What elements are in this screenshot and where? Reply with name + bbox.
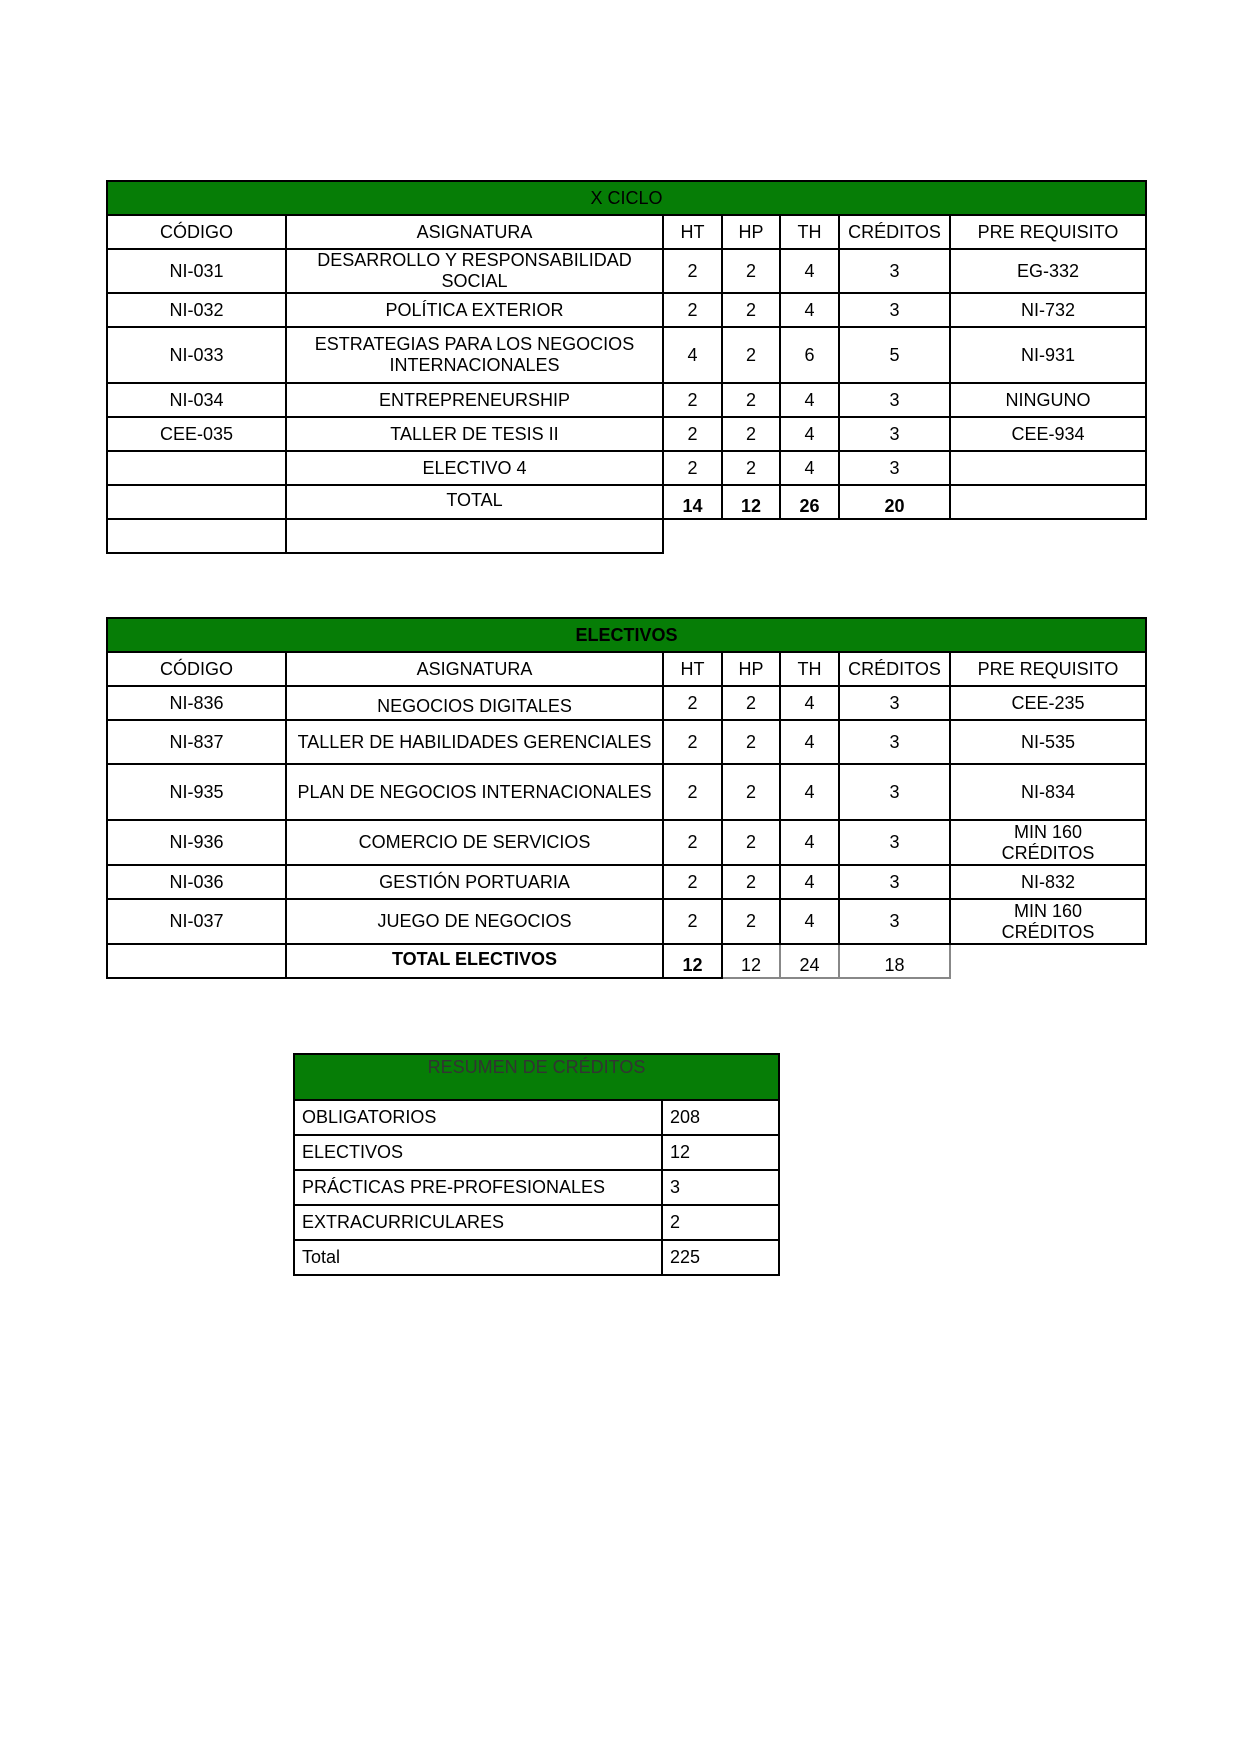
cell-prerequisito: EG-332	[950, 249, 1146, 293]
cell-prerequisito: CEE-235	[950, 686, 1146, 720]
cell-creditos: 3	[839, 451, 950, 485]
resumen-label: PRÁCTICAS PRE-PROFESIONALES	[294, 1170, 662, 1205]
total-hp: 12	[722, 944, 780, 978]
empty-cell	[107, 519, 286, 553]
cell-th: 4	[780, 899, 839, 944]
cell-ht: 2	[663, 451, 722, 485]
cell-asignatura: POLÍTICA EXTERIOR	[286, 293, 663, 327]
table-row	[107, 417, 1146, 451]
total-row	[107, 944, 1146, 978]
cell-hp: 2	[722, 451, 780, 485]
cell-creditos: 3	[839, 865, 950, 899]
cell-codigo: NI-036	[107, 865, 286, 899]
col-header-codigo: CÓDIGO	[107, 652, 286, 686]
table-row	[107, 293, 1146, 327]
cell-ht: 4	[663, 327, 722, 383]
col-header-prerequisito: PRE REQUISITO	[950, 215, 1146, 249]
blank-cell	[950, 944, 1146, 978]
col-header-creditos: CRÉDITOS	[839, 215, 950, 249]
col-header-ht: HT	[663, 215, 722, 249]
cell-codigo: NI-033	[107, 327, 286, 383]
cell-th: 4	[780, 764, 839, 820]
table-row	[294, 1240, 779, 1275]
blank-cell	[663, 519, 722, 553]
resumen-value: 3	[662, 1170, 779, 1205]
col-header-hp: HP	[722, 215, 780, 249]
cell-prerequisito: NI-732	[950, 293, 1146, 327]
cell-th: 4	[780, 417, 839, 451]
cell-ht: 2	[663, 417, 722, 451]
resumen-title: RESUMEN DE CRÉDITOS	[294, 1054, 779, 1100]
col-header-asignatura: ASIGNATURA	[286, 215, 663, 249]
cell-prerequisito: NI-931	[950, 327, 1146, 383]
cell-hp: 2	[722, 820, 780, 865]
cell-prerequisito	[950, 451, 1146, 485]
cell-hp: 2	[722, 686, 780, 720]
cell-codigo: NI-837	[107, 720, 286, 764]
cell-ht: 2	[663, 764, 722, 820]
total-hp: 12	[722, 485, 780, 519]
total-th: 24	[780, 944, 839, 978]
electivos-title: ELECTIVOS	[107, 618, 1146, 652]
cell-prerequisito: MIN 160 CRÉDITOS	[950, 820, 1146, 865]
total-ht: 14	[663, 485, 722, 519]
blank-cell	[722, 519, 780, 553]
col-header-hp: HP	[722, 652, 780, 686]
total-creditos: 20	[839, 485, 950, 519]
blank-cell	[780, 519, 839, 553]
cell-th: 4	[780, 686, 839, 720]
resumen-value: 2	[662, 1205, 779, 1240]
cell-codigo: NI-034	[107, 383, 286, 417]
blank-cell	[839, 519, 950, 553]
cell-th: 4	[780, 451, 839, 485]
col-header-th: TH	[780, 215, 839, 249]
cell-prerequisito: NI-535	[950, 720, 1146, 764]
cell-prerequisito: MIN 160 CRÉDITOS	[950, 899, 1146, 944]
total-creditos: 18	[839, 944, 950, 978]
col-header-asignatura: ASIGNATURA	[286, 652, 663, 686]
empty-cell	[286, 519, 663, 553]
cell-creditos: 3	[839, 383, 950, 417]
cell-hp: 2	[722, 865, 780, 899]
cell-ht: 2	[663, 720, 722, 764]
cell-codigo: NI-032	[107, 293, 286, 327]
col-header-ht: HT	[663, 652, 722, 686]
cell-prerequisito: CEE-934	[950, 417, 1146, 451]
cell-th: 6	[780, 327, 839, 383]
empty-row	[107, 519, 1146, 553]
total-row	[107, 485, 1146, 519]
cell-codigo: NI-031	[107, 249, 286, 293]
cell-hp: 2	[722, 720, 780, 764]
cell-ht: 2	[663, 899, 722, 944]
cell-asignatura: JUEGO DE NEGOCIOS	[286, 899, 663, 944]
cell-ht: 2	[663, 293, 722, 327]
cell-hp: 2	[722, 899, 780, 944]
cell-asignatura: ELECTIVO 4	[286, 451, 663, 485]
cell-creditos: 3	[839, 764, 950, 820]
col-header-creditos: CRÉDITOS	[839, 652, 950, 686]
cell-creditos: 3	[839, 293, 950, 327]
resumen-value: 225	[662, 1240, 779, 1275]
table-row	[107, 764, 1146, 820]
cell-ht: 2	[663, 686, 722, 720]
table-row	[107, 899, 1146, 944]
resumen-label: OBLIGATORIOS	[294, 1100, 662, 1135]
table-row	[294, 1205, 779, 1240]
table-row	[107, 720, 1146, 764]
cell-hp: 2	[722, 417, 780, 451]
cell-ht: 2	[663, 249, 722, 293]
cell-asignatura: TALLER DE HABILIDADES GERENCIALES	[286, 720, 663, 764]
electivos-table	[106, 617, 1147, 979]
cell-asignatura: DESARROLLO Y RESPONSABILIDAD SOCIAL	[286, 249, 663, 293]
table-row	[107, 820, 1146, 865]
table-row	[107, 327, 1146, 383]
cell-creditos: 3	[839, 820, 950, 865]
cell-asignatura: TALLER DE TESIS II	[286, 417, 663, 451]
cell-codigo	[107, 451, 286, 485]
cell-prerequisito: NINGUNO	[950, 383, 1146, 417]
cell-hp: 2	[722, 293, 780, 327]
electivos-header-row	[107, 652, 1146, 686]
resumen-value: 208	[662, 1100, 779, 1135]
table-row	[107, 383, 1146, 417]
cell-creditos: 3	[839, 417, 950, 451]
cell-prerequisito: NI-832	[950, 865, 1146, 899]
table-row	[294, 1135, 779, 1170]
col-header-th: TH	[780, 652, 839, 686]
ciclo-title: X CICLO	[107, 181, 1146, 215]
cell-th: 4	[780, 293, 839, 327]
cell-ht: 2	[663, 383, 722, 417]
blank-cell	[950, 519, 1146, 553]
total-prerequisito-empty	[950, 485, 1146, 519]
cell-th: 4	[780, 820, 839, 865]
cell-th: 4	[780, 865, 839, 899]
cell-hp: 2	[722, 764, 780, 820]
cell-creditos: 3	[839, 899, 950, 944]
total-codigo-empty	[107, 944, 286, 978]
col-header-codigo: CÓDIGO	[107, 215, 286, 249]
table-row	[107, 865, 1146, 899]
cell-asignatura: ENTREPRENEURSHIP	[286, 383, 663, 417]
cell-codigo: NI-037	[107, 899, 286, 944]
cell-creditos: 3	[839, 720, 950, 764]
cell-asignatura: ESTRATEGIAS PARA LOS NEGOCIOS INTERNACIONALES	[286, 327, 663, 383]
cell-hp: 2	[722, 327, 780, 383]
cell-th: 4	[780, 249, 839, 293]
total-codigo-empty	[107, 485, 286, 519]
cell-prerequisito: NI-834	[950, 764, 1146, 820]
ciclo-header-row	[107, 215, 1146, 249]
cell-codigo: NI-936	[107, 820, 286, 865]
cell-hp: 2	[722, 383, 780, 417]
cell-codigo: CEE-035	[107, 417, 286, 451]
table-row	[294, 1100, 779, 1135]
resumen-label: ELECTIVOS	[294, 1135, 662, 1170]
cell-asignatura: GESTIÓN PORTUARIA	[286, 865, 663, 899]
cell-creditos: 3	[839, 686, 950, 720]
table-row	[107, 249, 1146, 293]
col-header-prerequisito: PRE REQUISITO	[950, 652, 1146, 686]
total-ht: 12	[663, 944, 722, 978]
cell-creditos: 5	[839, 327, 950, 383]
cell-ht: 2	[663, 820, 722, 865]
total-label: TOTAL ELECTIVOS	[286, 944, 663, 978]
cell-codigo: NI-836	[107, 686, 286, 720]
cell-asignatura: PLAN DE NEGOCIOS INTERNACIONALES	[286, 764, 663, 820]
total-th: 26	[780, 485, 839, 519]
table-row	[294, 1170, 779, 1205]
cell-asignatura: NEGOCIOS DIGITALES	[286, 686, 663, 720]
ciclo-table	[106, 180, 1147, 554]
resumen-label: Total	[294, 1240, 662, 1275]
cell-th: 4	[780, 720, 839, 764]
resumen-value: 12	[662, 1135, 779, 1170]
cell-ht: 2	[663, 865, 722, 899]
resumen-table	[293, 1053, 780, 1276]
total-label: TOTAL	[286, 485, 663, 519]
cell-asignatura: COMERCIO DE SERVICIOS	[286, 820, 663, 865]
cell-hp: 2	[722, 249, 780, 293]
cell-codigo: NI-935	[107, 764, 286, 820]
cell-th: 4	[780, 383, 839, 417]
resumen-label: EXTRACURRICULARES	[294, 1205, 662, 1240]
table-row	[107, 686, 1146, 720]
table-row	[107, 451, 1146, 485]
cell-creditos: 3	[839, 249, 950, 293]
